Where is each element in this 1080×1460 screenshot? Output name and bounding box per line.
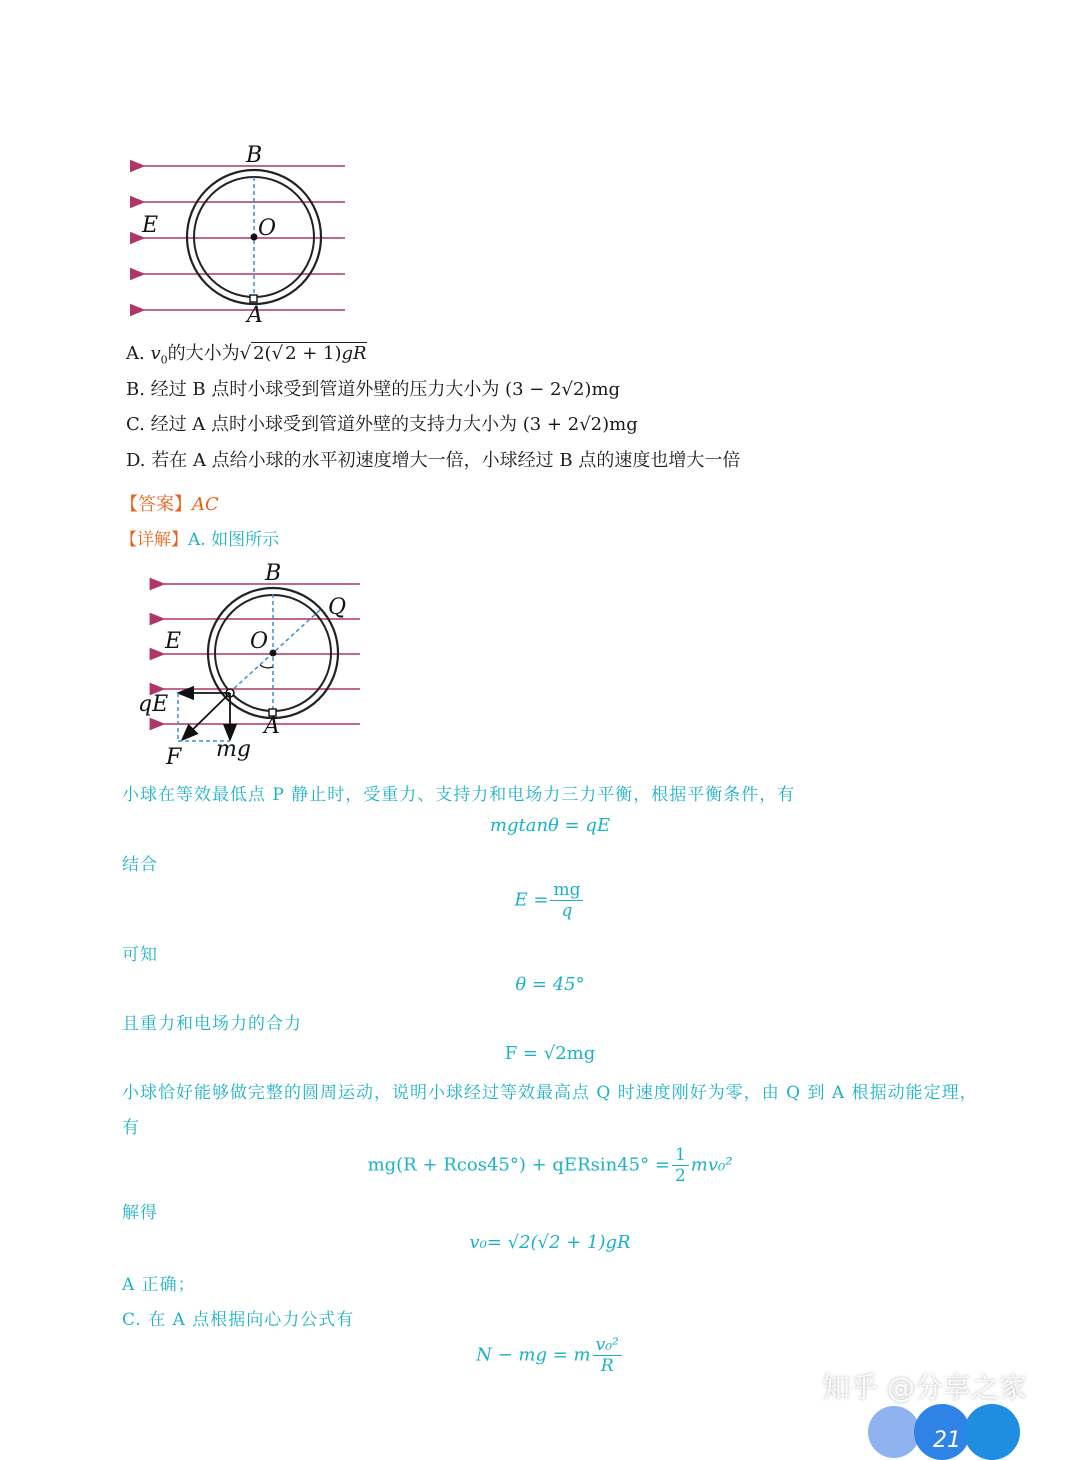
label-e-2: E <box>165 629 182 654</box>
label-b-2: B <box>265 561 282 586</box>
label-f: F <box>166 745 182 770</box>
solution-p8: C. 在 A 点根据向心力公式有 <box>122 1310 355 1330</box>
equation-5: mg(R + Rcos45°) + qERsin45° = $\frac{1}{2}$ mv₀² <box>367 1145 733 1186</box>
equation-3: θ = 45° <box>515 974 585 995</box>
solution-p1: 小球在等效最低点 P 静止时，受重力、支持力和电场力三力平衡，根据平衡条件，有 <box>122 785 796 805</box>
option-d: D. 若在 A 点给小球的水平初速度增大一倍，小球经过 B 点的速度也增大一倍 <box>126 450 741 471</box>
solution-p3: 可知 <box>122 945 158 965</box>
solution-p2: 结合 <box>122 855 158 875</box>
equation-7: N − mg = m $\frac{\text{v₀²}}{R}$ <box>0 1335 1080 1376</box>
theta-arc <box>260 665 273 668</box>
zhihu-watermark: 知乎 @分享之家 <box>822 1371 1027 1404</box>
answer-tag: 【答案】 <box>120 494 192 515</box>
label-a-2: A <box>264 714 280 739</box>
option-c: C. 经过 A 点时小球受到管道外壁的支持力大小为 (3 + 2√2)mg <box>126 414 638 435</box>
ball-at-a <box>250 295 257 302</box>
label-q: Q <box>328 595 347 620</box>
solution-p4: 且重力和电场力的合力 <box>122 1014 302 1034</box>
answer-line <box>120 490 219 516</box>
detail-line <box>120 525 279 550</box>
option-a: A. $v_0$的大小为√ 2(√ 2 + 1)gR <box>126 343 367 367</box>
solution-p6: 解得 <box>122 1203 158 1223</box>
option-b: B. 经过 B 点时小球受到管道外壁的压力大小为 (3 − 2√2)mg <box>126 379 621 400</box>
detail-tag: 【详解】 <box>120 530 188 550</box>
solution-p7: A 正确； <box>122 1275 196 1295</box>
label-e: E <box>142 213 159 238</box>
label-mg: mg <box>216 737 251 762</box>
label-qe: qE <box>138 692 169 717</box>
detail-intro: A. 如图所示 <box>188 530 280 550</box>
equation-6: v₀= √2(√2 + 1)gR <box>469 1232 631 1253</box>
solution-p5: 小球恰好能够做完整的圆周运动，说明小球经过等效最高点 Q 时速度刚好为零，由 Q 到 A 根据动能定理， <box>122 1083 978 1103</box>
label-o-2: O <box>250 629 269 654</box>
figure-1-diagram <box>130 140 360 325</box>
equation-1: mgtanθ = qE <box>489 815 611 836</box>
center-point-o-2 <box>270 650 277 657</box>
solution-p5b: 有 <box>122 1118 140 1138</box>
equation-2: E = $\frac{mg}{q}$ <box>0 880 1080 921</box>
label-a: A <box>247 303 263 325</box>
label-b: B <box>246 143 263 168</box>
page-number: 21 <box>933 1428 961 1453</box>
equation-4: F = √2mg <box>504 1043 596 1064</box>
answer-value: AC <box>192 494 219 515</box>
force-f-arrow <box>182 693 230 740</box>
figure-2-diagram <box>132 560 372 770</box>
center-point-o <box>251 234 258 241</box>
label-o: O <box>258 216 277 241</box>
